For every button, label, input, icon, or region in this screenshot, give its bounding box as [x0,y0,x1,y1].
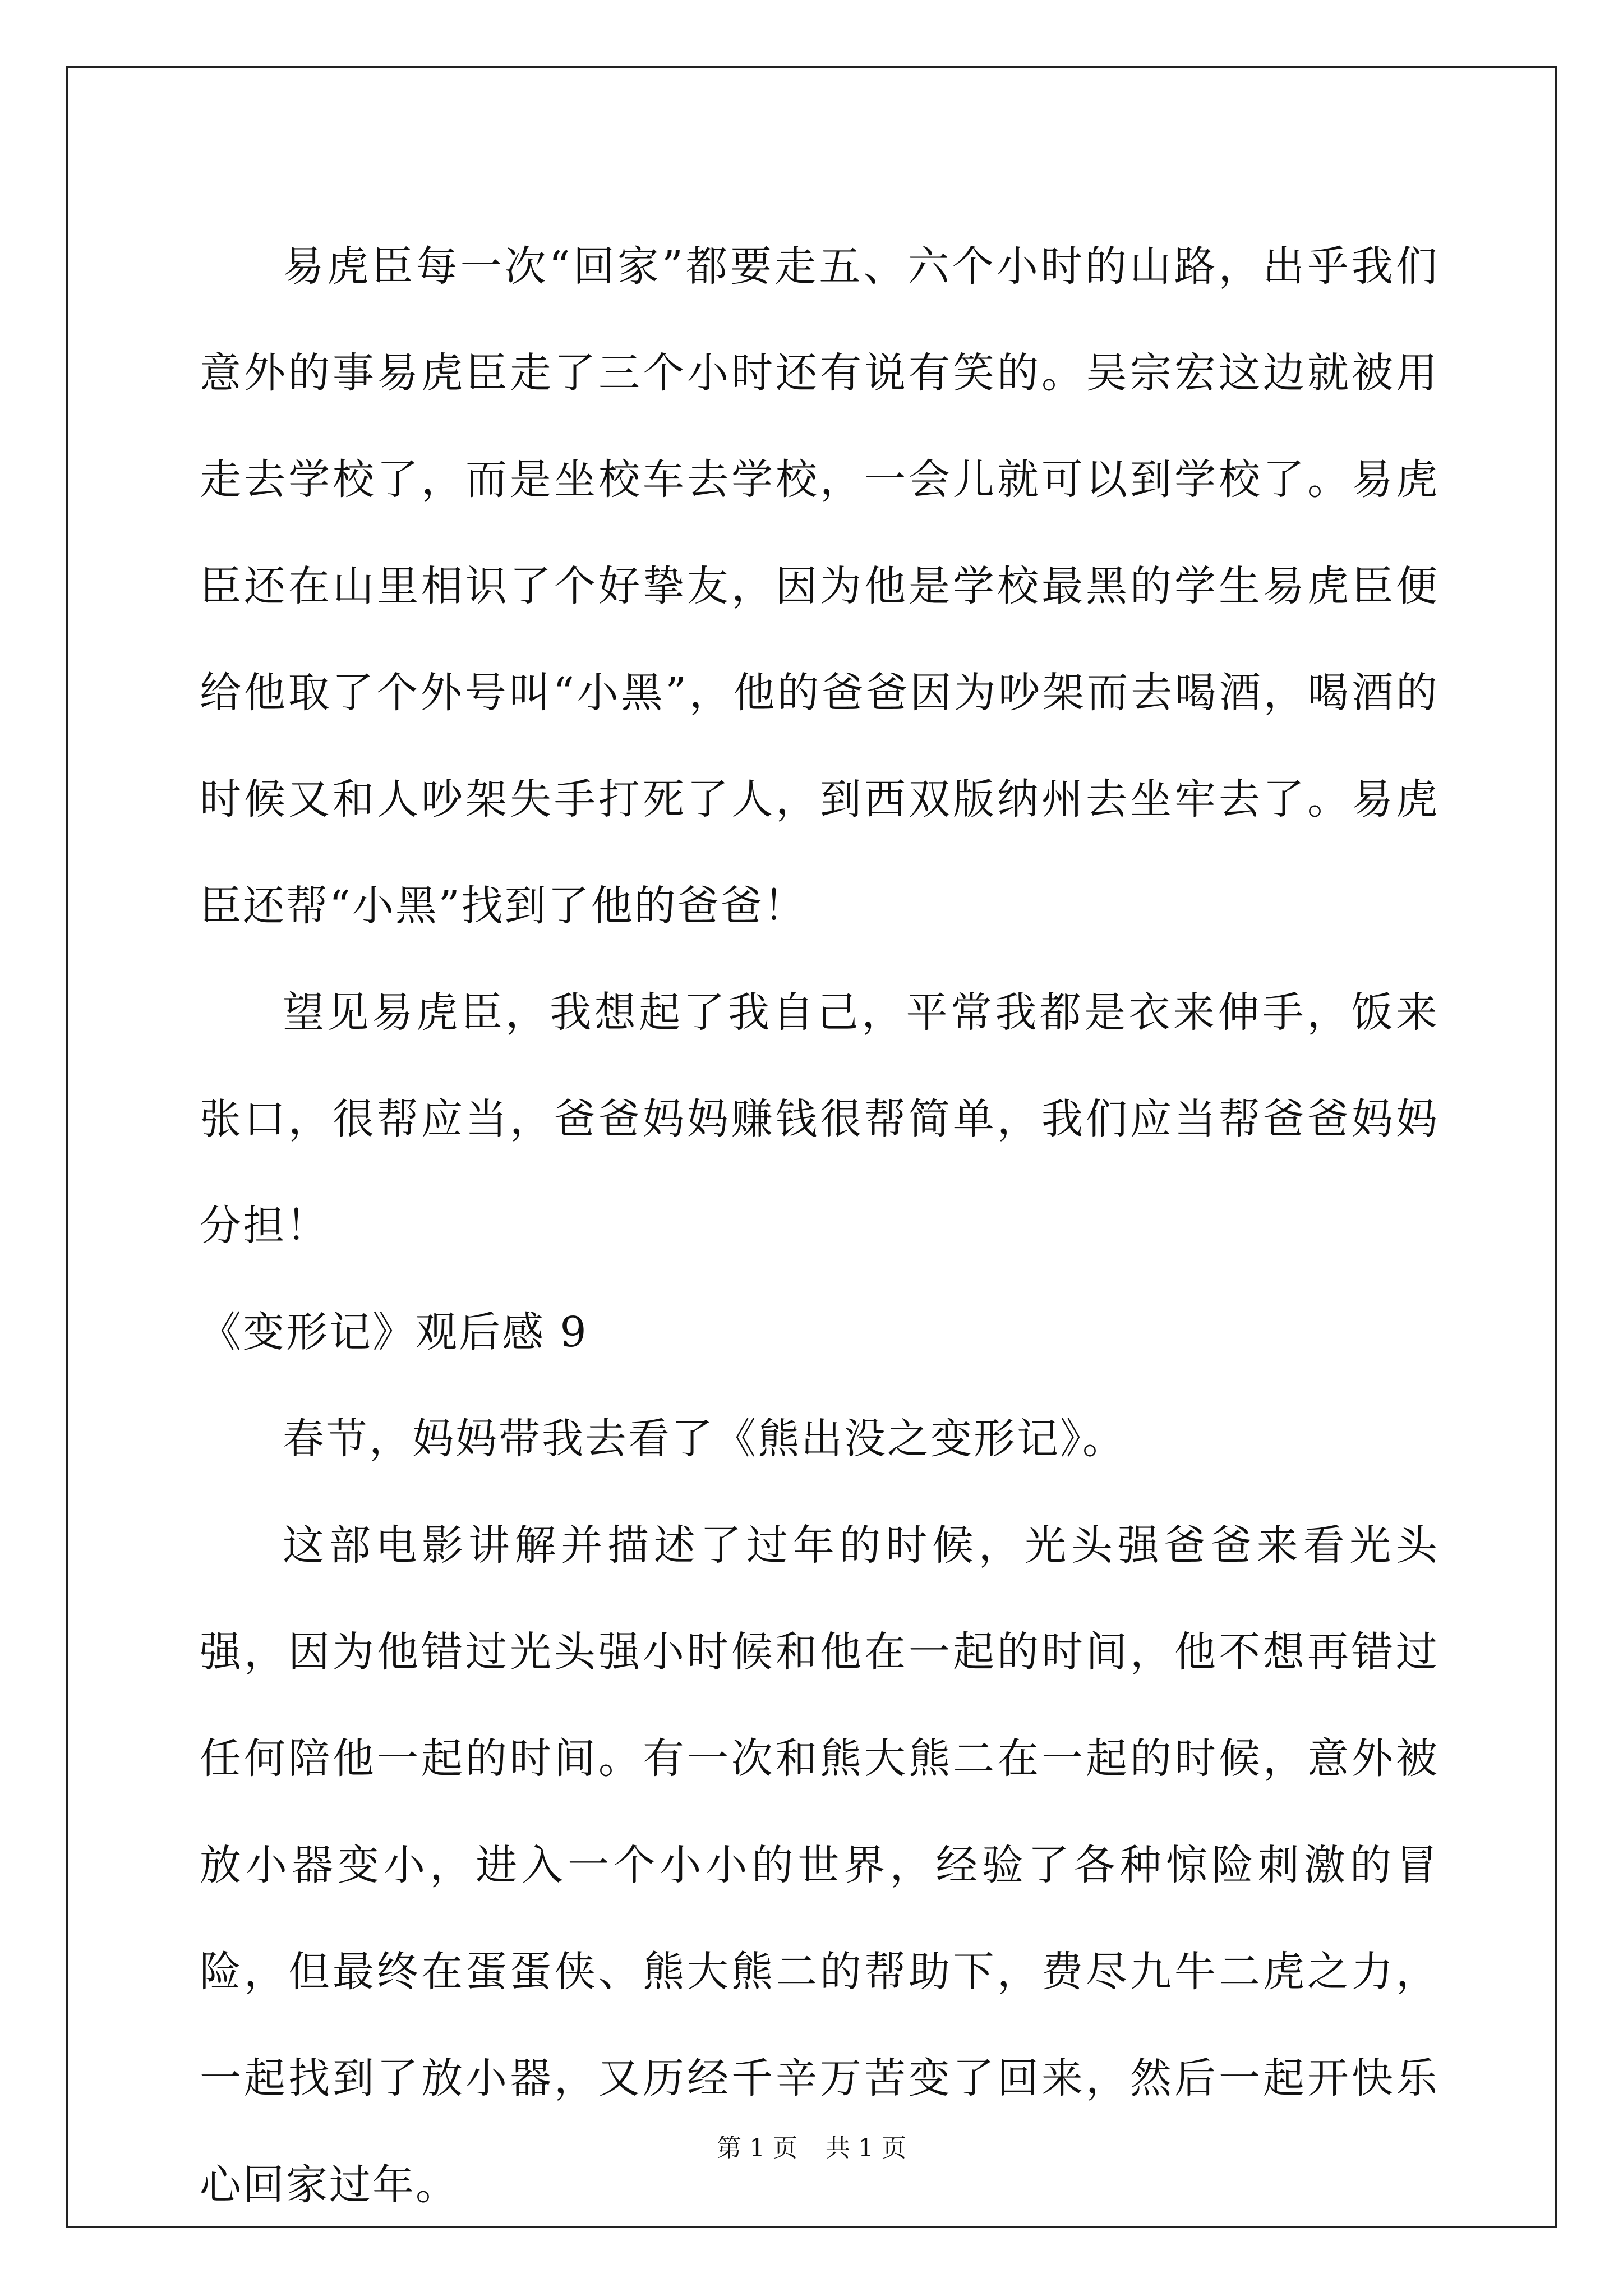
paragraph-1: 易虎臣每一次“回家”都要走五、六个小时的山路，出乎我们意外的事易虎臣走了三个小时还有说有笑的。吴宗宏这边就被用走去学校了，而是坐校车去学校，一会儿就可以到学校了。易虎臣还在山里相识了个好挚友，因为他是学校最黑的学生易虎臣便给他取了个外号叫“小黑”，他的爸爸因为吵架而去喝酒，喝酒的时候又和人吵架失手打死了人，到西双版纳州去坐牢去了。易虎臣还帮“小黑”找到了他的爸爸！ [200,242,1439,930]
section-title: 《变形记》观后感 9 [200,1308,588,1356]
paragraph-3: 春节，妈妈带我去看了《熊出没之变形记》。 [283,1415,1126,1463]
document-body [200,213,1439,2238]
paragraph-4: 这部电影讲解并描述了过年的时候，光头强爸爸来看光头强，因为他错过光头强小时候和他在一起的时间，他不想再错过任何陪他一起的时间。有一次和熊大熊二在一起的时候，意外被放小器变小，进入一个小小的世界，经验了各种惊险刺激的冒险，但最终在蛋蛋侠、熊大熊二的帮助下，费尽九牛二虎之力，一起找到了放小器，又历经千辛万苦变了回来，然后一起开快乐心回家过年。 [200,1521,1439,2209]
page-number: 第 1 页 [717,2134,797,2162]
page-footer [0,2132,1623,2165]
paragraph-2: 望见易虎臣，我想起了我自己，平常我都是衣来伸手，饭来张口，很帮应当，爸爸妈妈赚钱很帮简单，我们应当帮爸爸妈妈分担！ [200,988,1439,1250]
page-total: 共 1 页 [826,2134,906,2162]
